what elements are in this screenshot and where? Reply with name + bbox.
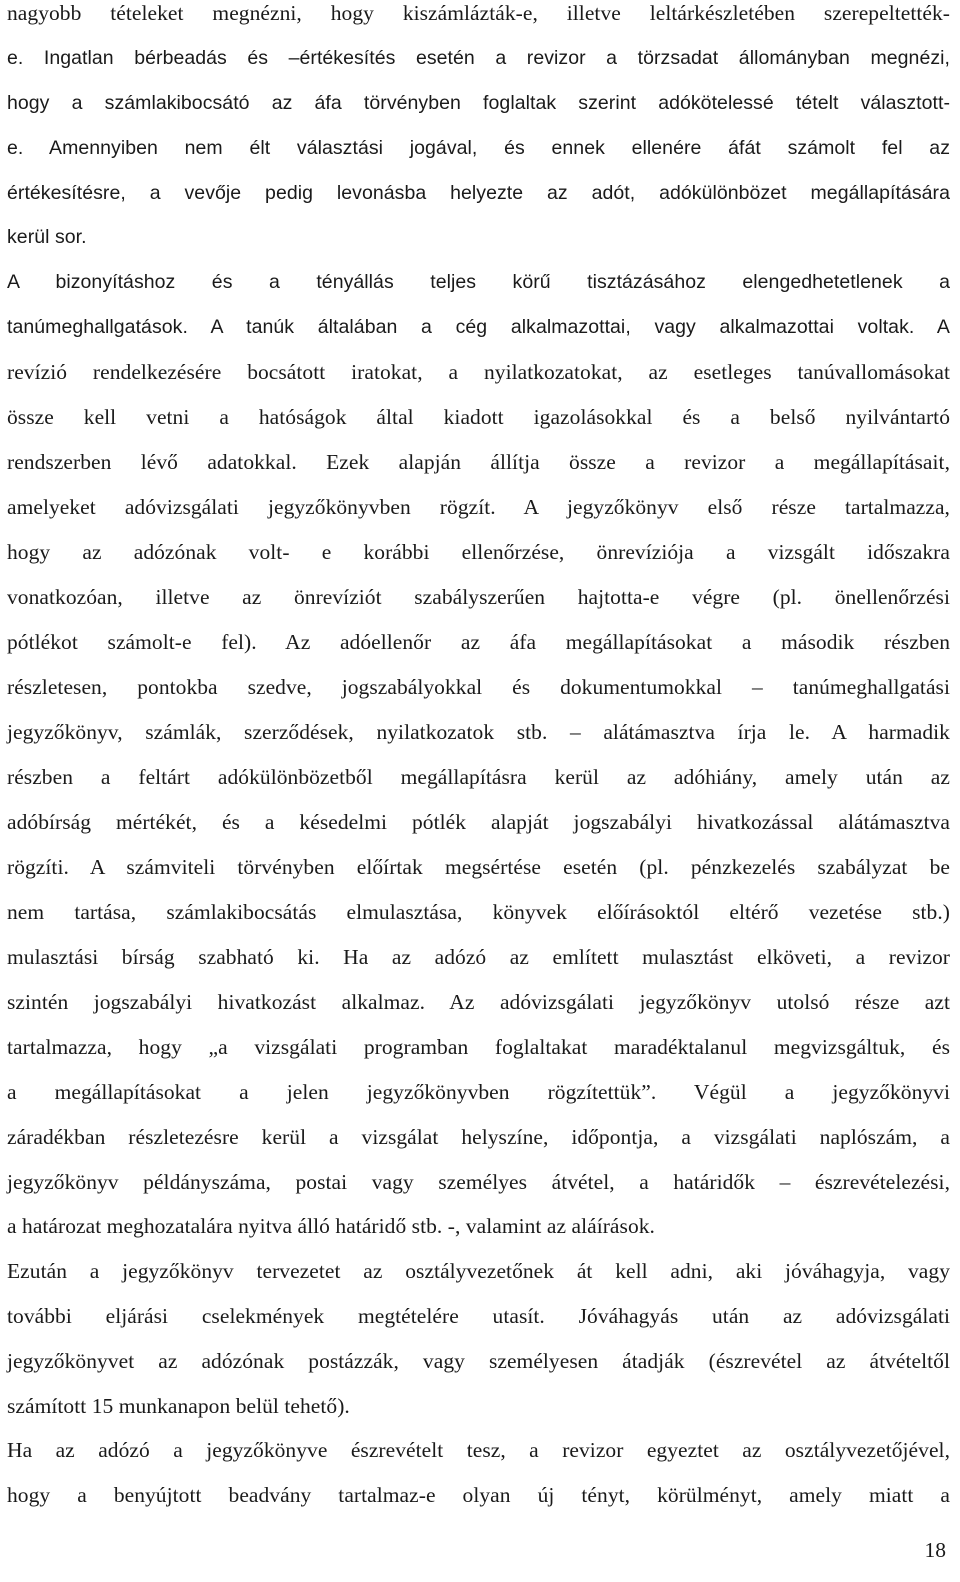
text-line: záradékban részletezésre kerül a vizsgálat helyszíne, időpontja, a vizsgálati naplószám, a bbox=[7, 1125, 950, 1149]
text-line: revízió rendelkezésére bocsátott iratokat, a nyilatkozatokat, az esetleges tanúvallomásokat bbox=[7, 360, 950, 384]
text-line: adóbírság mértékét, és a késedelmi pótlék alapját jogszabályi hivatkozással alátámasztva bbox=[7, 810, 950, 834]
text-line: össze kell vetni a hatóságok által kiadott igazolásokkal és a belső nyilvántartó bbox=[7, 405, 950, 429]
text-line: A bizonyításhoz és a tényállás teljes körű tisztázásához elengedhetetlenek a bbox=[7, 271, 950, 293]
text-line: nagyobb tételeket megnézni, hogy kiszámlázták-e, illetve leltárkészletében szerepeltették- bbox=[7, 1, 950, 25]
text-line: jegyzőkönyvet az adózónak postázzák, vagy személyesen átadják (észrevétel az átvételtől bbox=[7, 1349, 950, 1373]
text-line: pótlékot számolt-e fel). Az adóellenőr az áfa megállapításokat a második részben bbox=[7, 630, 950, 654]
text-line: mulasztási bírság szabható ki. Ha az adózó az említett mulasztást elköveti, a revizor bbox=[7, 945, 950, 969]
text-line: a megállapításokat a jelen jegyzőkönyvben rögzítettük”. Végül a jegyzőkönyvi bbox=[7, 1080, 950, 1104]
text-line: e. Ingatlan bérbeadás és –értékesítés esetén a revizor a törzsadat állományban megnézi, bbox=[7, 47, 950, 69]
text-line: rendszerben lévő adatokkal. Ezek alapján állítja össze a revizor a megállapításait, bbox=[7, 450, 950, 474]
text-line: további eljárási cselekmények megtételére utasít. Jóváhagyás után az adóvizsgálati bbox=[7, 1304, 950, 1328]
text-line: vonatkozóan, illetve az önrevíziót szabályszerűen hajtotta-e végre (pl. önellenőrzési bbox=[7, 585, 950, 609]
text-line: hogy a számlakibocsátó az áfa törvényben foglaltak szerint adókötelessé tételt választott- bbox=[7, 92, 950, 114]
text-line: rögzíti. A számviteli törvényben előírtak megsértése esetén (pl. pénzkezelés szabályzat be bbox=[7, 855, 950, 879]
text-line: hogy az adózónak volt- e korábbi ellenőrzése, önrevíziója a vizsgált időszakra bbox=[7, 540, 950, 564]
text-line: kerül sor. bbox=[7, 226, 87, 248]
text-line: részben a feltárt adókülönbözetből megállapításra kerül az adóhiány, amely után az bbox=[7, 765, 950, 789]
text-line: számított 15 munkanapon belül tehető). bbox=[7, 1394, 350, 1418]
text-line: jegyzőkönyv, számlák, szerződések, nyilatkozatok stb. – alátámasztva írja le. A harmadik bbox=[7, 720, 950, 744]
text-line: Ha az adózó a jegyzőkönyve észrevételt tesz, a revizor egyeztet az osztályvezetőjével, bbox=[7, 1438, 950, 1462]
text-line: szintén jogszabályi hivatkozást alkalmaz. Az adóvizsgálati jegyzőkönyv utolsó része azt bbox=[7, 990, 950, 1014]
text-line: részletesen, pontokba szedve, jogszabályokkal és dokumentumokkal – tanúmeghallgatási bbox=[7, 675, 950, 699]
text-line: e. Amennyiben nem élt választási jogával, és ennek ellenére áfát számolt fel az bbox=[7, 137, 950, 159]
text-line: a határozat meghozatalára nyitva álló határidő stb. -, valamint az aláírások. bbox=[7, 1214, 655, 1238]
page-number: 18 bbox=[924, 1538, 946, 1562]
text-line: Ezután a jegyzőkönyv tervezetet az osztályvezetőnek át kell adni, aki jóváhagyja, vagy bbox=[7, 1259, 950, 1283]
text-line: tanúmeghallgatások. A tanúk általában a cég alkalmazottai, vagy alkalmazottai voltak. A bbox=[7, 316, 950, 338]
text-line: nem tartása, számlakibocsátás elmulasztása, könyvek előírásoktól eltérő vezetése stb.) bbox=[7, 900, 950, 924]
text-line: jegyzőkönyv példányszáma, postai vagy személyes átvétel, a határidők – észrevételezési, bbox=[7, 1170, 950, 1194]
text-line: tartalmazza, hogy „a vizsgálati programban foglaltakat maradéktalanul megvizsgáltuk, és bbox=[7, 1035, 950, 1059]
text-line: értékesítésre, a vevője pedig levonásba helyezte az adót, adókülönbözet megállapítására bbox=[7, 182, 950, 204]
text-line: hogy a benyújtott beadvány tartalmaz-e olyan új tényt, körülményt, amely miatt a bbox=[7, 1483, 950, 1507]
text-line: amelyeket adóvizsgálati jegyzőkönyvben rögzít. A jegyzőkönyv első része tartalmazza, bbox=[7, 495, 950, 519]
